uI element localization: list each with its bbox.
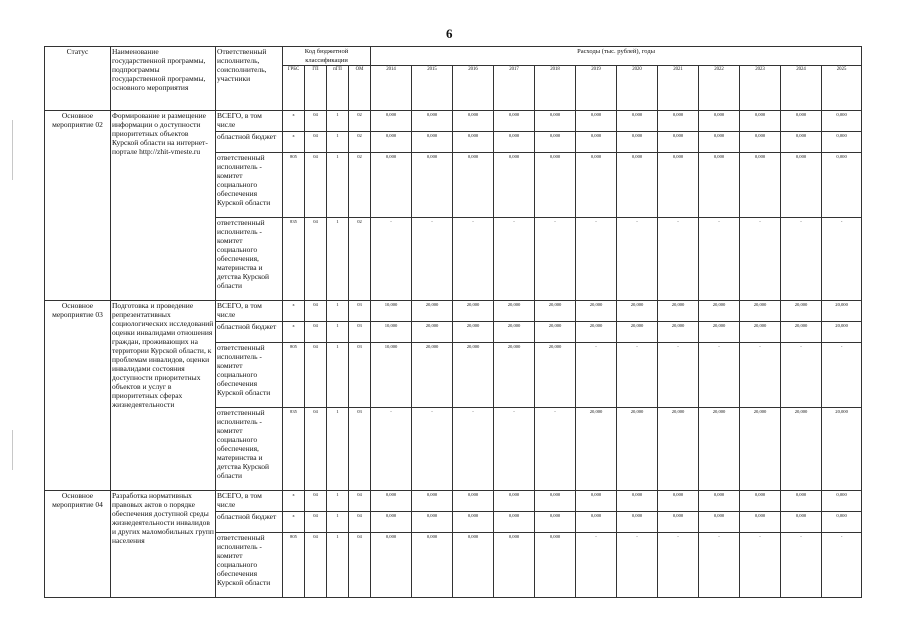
header-status: Статус: [45, 47, 111, 111]
value-cell: 0,000: [617, 111, 658, 132]
value-cell: -: [412, 408, 453, 491]
header-year-2025: 2025: [822, 66, 862, 111]
value-cell: 20,000: [412, 301, 453, 322]
value-cell: -: [658, 343, 699, 408]
value-cell: 20,000: [699, 322, 740, 343]
value-cell: 20,000: [617, 301, 658, 322]
value-cell: 0,000: [412, 491, 453, 512]
value-cell: -: [699, 218, 740, 301]
code-cell: 03: [349, 322, 371, 343]
value-cell: 0,000: [576, 132, 617, 153]
header-year-2018: 2018: [535, 66, 576, 111]
value-cell: 20,000: [412, 322, 453, 343]
value-cell: -: [658, 218, 699, 301]
value-cell: 0,000: [740, 512, 781, 533]
value-cell: 0,000: [658, 512, 699, 533]
code-cell: 02: [349, 132, 371, 153]
value-cell: -: [658, 533, 699, 598]
code-cell: 1: [327, 153, 349, 218]
code-cell: х: [283, 132, 305, 153]
value-cell: 20,000: [658, 301, 699, 322]
header-expenses-group: Расходы (тыс. рублей), годы: [371, 47, 862, 66]
header-year-2017: 2017: [494, 66, 535, 111]
header-code-2: пГП: [327, 66, 349, 111]
value-cell: 0,000: [822, 111, 862, 132]
value-cell: 0,000: [412, 132, 453, 153]
page-number: 6: [446, 26, 453, 41]
value-cell: -: [576, 218, 617, 301]
value-cell: 20,000: [617, 408, 658, 491]
code-cell: 1: [327, 322, 349, 343]
value-cell: 0,000: [412, 533, 453, 598]
code-cell: 04: [305, 343, 327, 408]
value-cell: -: [453, 218, 494, 301]
value-cell: -: [781, 343, 822, 408]
value-cell: 0,000: [453, 533, 494, 598]
value-cell: 0,000: [822, 512, 862, 533]
value-cell: 0,000: [412, 153, 453, 218]
value-cell: 10,000: [371, 322, 412, 343]
value-cell: 0,000: [658, 132, 699, 153]
code-cell: 1: [327, 132, 349, 153]
code-cell: 04: [349, 533, 371, 598]
value-cell: 0,000: [576, 512, 617, 533]
value-cell: 0,000: [371, 512, 412, 533]
value-cell: -: [822, 533, 862, 598]
value-cell: 0,000: [822, 491, 862, 512]
code-cell: 03: [349, 408, 371, 491]
value-cell: 0,000: [617, 512, 658, 533]
value-cell: 0,000: [781, 491, 822, 512]
value-cell: 0,000: [371, 491, 412, 512]
header-year-2023: 2023: [740, 66, 781, 111]
header-year-2024: 2024: [781, 66, 822, 111]
value-cell: 0,000: [617, 132, 658, 153]
header-year-2020: 2020: [617, 66, 658, 111]
value-cell: 20,000: [494, 322, 535, 343]
code-cell: 03: [349, 343, 371, 408]
value-cell: 20,000: [453, 343, 494, 408]
value-cell: 0,000: [371, 153, 412, 218]
value-cell: -: [576, 533, 617, 598]
value-cell: 0,000: [535, 132, 576, 153]
value-cell: 0,000: [781, 153, 822, 218]
value-cell: 0,000: [740, 153, 781, 218]
value-cell: 20,000: [535, 322, 576, 343]
value-cell: -: [371, 218, 412, 301]
header-code-0: ГРБС: [283, 66, 305, 111]
header-year-2019: 2019: [576, 66, 617, 111]
value-cell: 0,000: [494, 533, 535, 598]
value-cell: 0,000: [699, 132, 740, 153]
code-cell: 02: [349, 218, 371, 301]
value-cell: 0,000: [371, 533, 412, 598]
value-cell: 0,000: [781, 111, 822, 132]
row-status: Основное мероприятие 02: [45, 111, 111, 301]
value-cell: -: [412, 218, 453, 301]
code-cell: х: [283, 322, 305, 343]
row-measure-name: Разработка нормативных правовых актов о порядке обеспечения доступной среды жизнедеятельности инвалидов и других маломобильных групп населения: [111, 491, 216, 598]
value-cell: 20,000: [822, 322, 862, 343]
value-cell: -: [617, 343, 658, 408]
value-cell: 0,000: [576, 111, 617, 132]
header-codes-group: Код бюджетной классификации: [283, 47, 371, 66]
value-cell: 20,000: [740, 301, 781, 322]
value-cell: 20,000: [576, 408, 617, 491]
value-cell: 20,000: [699, 301, 740, 322]
row-responsible: областной бюджет: [216, 322, 283, 343]
value-cell: 20,000: [781, 301, 822, 322]
code-cell: 04: [305, 218, 327, 301]
value-cell: 20,000: [412, 343, 453, 408]
row-responsible: ответственный исполнитель - комитет социального обеспечения, материнства и детства Курской области: [216, 408, 283, 491]
value-cell: 20,000: [822, 301, 862, 322]
value-cell: 0,000: [576, 491, 617, 512]
value-cell: -: [617, 533, 658, 598]
value-cell: 20,000: [535, 301, 576, 322]
value-cell: -: [781, 218, 822, 301]
value-cell: -: [494, 408, 535, 491]
code-cell: х: [283, 512, 305, 533]
value-cell: 20,000: [822, 408, 862, 491]
code-cell: 04: [305, 153, 327, 218]
code-cell: 1: [327, 491, 349, 512]
value-cell: -: [740, 533, 781, 598]
value-cell: -: [535, 218, 576, 301]
value-cell: 0,000: [535, 533, 576, 598]
code-cell: 805: [283, 153, 305, 218]
value-cell: 0,000: [617, 153, 658, 218]
code-cell: 04: [305, 533, 327, 598]
row-responsible: ответственный исполнитель - комитет социального обеспечения Курской области: [216, 153, 283, 218]
table-row: [45, 491, 862, 512]
value-cell: -: [699, 343, 740, 408]
value-cell: 0,000: [453, 111, 494, 132]
row-responsible: ВСЕГО, в том числе: [216, 301, 283, 322]
code-cell: 805: [283, 343, 305, 408]
value-cell: 0,000: [371, 132, 412, 153]
value-cell: 0,000: [740, 111, 781, 132]
value-cell: 0,000: [371, 111, 412, 132]
code-cell: х: [283, 111, 305, 132]
header-year-2016: 2016: [453, 66, 494, 111]
value-cell: 0,000: [740, 132, 781, 153]
header-year-2022: 2022: [699, 66, 740, 111]
value-cell: 0,000: [617, 491, 658, 512]
value-cell: -: [781, 533, 822, 598]
value-cell: -: [453, 408, 494, 491]
value-cell: 20,000: [658, 322, 699, 343]
value-cell: 20,000: [494, 343, 535, 408]
row-responsible: областной бюджет: [216, 512, 283, 533]
budget-table: [44, 46, 862, 598]
value-cell: 0,000: [822, 153, 862, 218]
value-cell: 0,000: [699, 153, 740, 218]
value-cell: -: [699, 533, 740, 598]
scan-margin-mark: [12, 120, 13, 180]
row-measure-name: Подготовка и проведение репрезентативных социологических исследований оценки инвалидами отношения граждан, проживающих на территории Курской области, к проблемам инвалидов, оценки инвалидами состояния доступности приоритетных объектов и услуг в приоритетных сферах жизнедеятельности: [111, 301, 216, 491]
table-row: [45, 111, 862, 132]
value-cell: 0,000: [412, 111, 453, 132]
value-cell: 0,000: [494, 111, 535, 132]
value-cell: -: [535, 408, 576, 491]
code-cell: 1: [327, 218, 349, 301]
code-cell: 04: [349, 512, 371, 533]
value-cell: 20,000: [740, 322, 781, 343]
code-cell: 1: [327, 533, 349, 598]
header-code-1: ГП: [305, 66, 327, 111]
value-cell: 20,000: [535, 343, 576, 408]
row-responsible: ответственный исполнитель - комитет социального обеспечения Курской области: [216, 343, 283, 408]
table-header: [45, 47, 862, 111]
row-measure-name: Формирование и размещение информации о доступности приоритетных объектов Курской области на интернет-портале http://zhit-vmeste.ru: [111, 111, 216, 301]
value-cell: -: [822, 343, 862, 408]
value-cell: 10,000: [371, 343, 412, 408]
value-cell: 0,000: [535, 153, 576, 218]
value-cell: -: [576, 343, 617, 408]
row-status: Основное мероприятие 03: [45, 301, 111, 491]
row-responsible: ответственный исполнитель - комитет социального обеспечения Курской области: [216, 533, 283, 598]
header-name: Наименование государственной программы, подпрограммы государственной программы, основного мероприятия: [111, 47, 216, 111]
value-cell: 0,000: [781, 132, 822, 153]
code-cell: 1: [327, 343, 349, 408]
value-cell: 0,000: [453, 132, 494, 153]
value-cell: -: [740, 343, 781, 408]
value-cell: 20,000: [740, 408, 781, 491]
table-row: [45, 301, 862, 322]
header-responsible: Ответственный исполнитель, соисполнитель, участники: [216, 47, 283, 111]
value-cell: 0,000: [658, 491, 699, 512]
header-year-2015: 2015: [412, 66, 453, 111]
value-cell: 0,000: [535, 491, 576, 512]
value-cell: 20,000: [617, 322, 658, 343]
value-cell: 0,000: [453, 491, 494, 512]
code-cell: 1: [327, 512, 349, 533]
value-cell: 0,000: [699, 512, 740, 533]
code-cell: 04: [305, 491, 327, 512]
value-cell: 20,000: [781, 322, 822, 343]
value-cell: 0,000: [576, 153, 617, 218]
value-cell: 0,000: [412, 512, 453, 533]
value-cell: 0,000: [453, 153, 494, 218]
value-cell: -: [371, 408, 412, 491]
header-code-3: ОМ: [349, 66, 371, 111]
code-cell: 835: [283, 218, 305, 301]
code-cell: 835: [283, 408, 305, 491]
code-cell: 805: [283, 533, 305, 598]
code-cell: 04: [305, 408, 327, 491]
code-cell: 04: [305, 301, 327, 322]
value-cell: 0,000: [699, 111, 740, 132]
value-cell: 0,000: [699, 491, 740, 512]
code-cell: х: [283, 491, 305, 512]
header-year-2021: 2021: [658, 66, 699, 111]
value-cell: 0,000: [658, 153, 699, 218]
value-cell: -: [822, 218, 862, 301]
header-year-2014: 2014: [371, 66, 412, 111]
code-cell: 04: [305, 111, 327, 132]
value-cell: 0,000: [494, 491, 535, 512]
value-cell: 0,000: [494, 512, 535, 533]
code-cell: 04: [305, 132, 327, 153]
code-cell: 1: [327, 408, 349, 491]
value-cell: 0,000: [453, 512, 494, 533]
code-cell: 04: [305, 512, 327, 533]
code-cell: 02: [349, 111, 371, 132]
value-cell: 0,000: [494, 153, 535, 218]
row-status: Основное мероприятие 04: [45, 491, 111, 598]
code-cell: 04: [305, 322, 327, 343]
value-cell: 20,000: [453, 301, 494, 322]
row-responsible: ВСЕГО, в том числе: [216, 491, 283, 512]
value-cell: 10,000: [371, 301, 412, 322]
value-cell: 0,000: [658, 111, 699, 132]
value-cell: -: [494, 218, 535, 301]
table-body: [45, 111, 862, 598]
value-cell: 0,000: [494, 132, 535, 153]
value-cell: 20,000: [576, 301, 617, 322]
code-cell: х: [283, 301, 305, 322]
code-cell: 03: [349, 301, 371, 322]
scan-margin-mark: [12, 430, 13, 470]
value-cell: 20,000: [781, 408, 822, 491]
code-cell: 04: [349, 491, 371, 512]
row-responsible: ответственный исполнитель - комитет социального обеспечения, материнства и детства Курской области: [216, 218, 283, 301]
value-cell: 0,000: [781, 512, 822, 533]
value-cell: 0,000: [535, 111, 576, 132]
value-cell: 0,000: [740, 491, 781, 512]
value-cell: -: [740, 218, 781, 301]
value-cell: 20,000: [494, 301, 535, 322]
row-responsible: ВСЕГО, в том числе: [216, 111, 283, 132]
code-cell: 1: [327, 301, 349, 322]
value-cell: 0,000: [822, 132, 862, 153]
code-cell: 02: [349, 153, 371, 218]
value-cell: 20,000: [453, 322, 494, 343]
value-cell: -: [617, 218, 658, 301]
code-cell: 1: [327, 111, 349, 132]
value-cell: 20,000: [576, 322, 617, 343]
value-cell: 0,000: [535, 512, 576, 533]
value-cell: 20,000: [699, 408, 740, 491]
value-cell: 20,000: [658, 408, 699, 491]
row-responsible: областной бюджет: [216, 132, 283, 153]
